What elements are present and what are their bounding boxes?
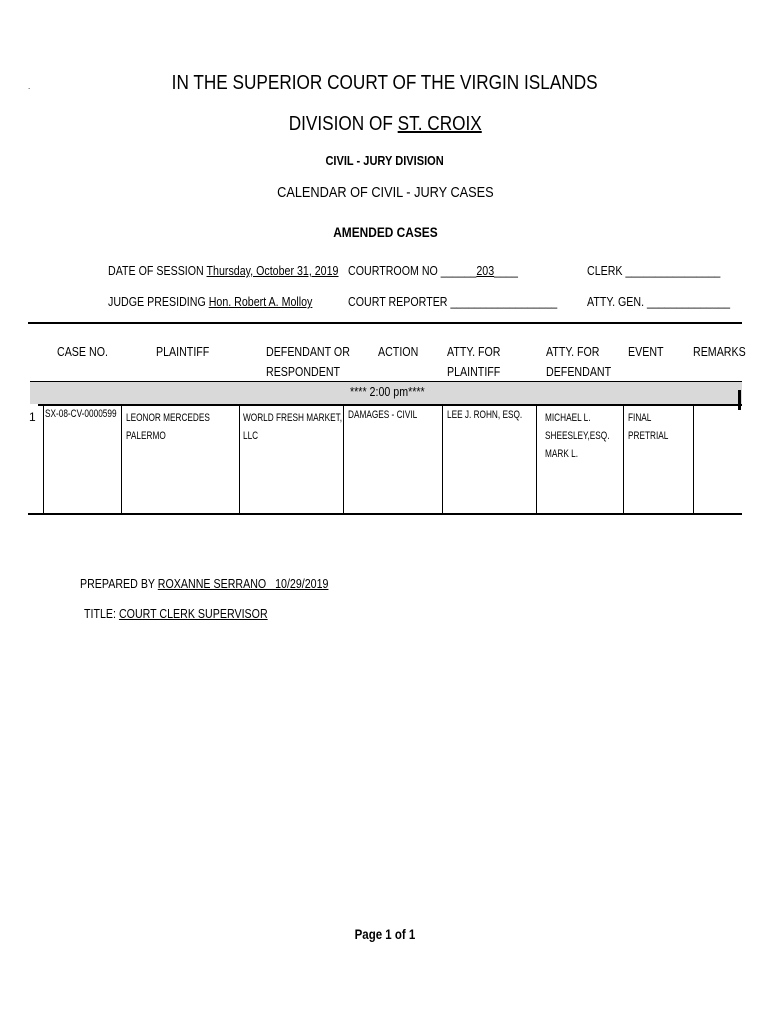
cell-atty-plaintiff: LEE J. ROHN, ESQ. <box>447 409 523 421</box>
col-plaintiff: PLAINTIFF <box>156 344 210 359</box>
cell-case-no: SX-08-CV-0000599 <box>45 408 117 420</box>
time-slot-label: **** 2:00 pm**** <box>350 384 425 399</box>
col-divider-0 <box>43 404 44 514</box>
calendar-title <box>0 184 770 201</box>
col-defendant-1: DEFENDANT OR <box>266 344 350 359</box>
cell-event-1: FINAL <box>628 412 652 424</box>
col-divider-4 <box>442 404 443 514</box>
division-name: ST. CROIX <box>397 113 482 135</box>
division-prefix: DIVISION OF <box>288 113 398 135</box>
cell-plaintiff-1: LEONOR MERCEDES <box>126 412 210 424</box>
clerk <box>587 263 720 278</box>
courtroom-label: COURTROOM NO ______ <box>348 263 477 278</box>
col-atty-plaintiff-1: ATTY. FOR <box>447 344 501 359</box>
courtroom-value: 203 <box>476 263 495 278</box>
court-reporter <box>348 294 557 309</box>
judge-value: Hon. Robert A. Molloy <box>208 294 313 309</box>
sub-division-text: CIVIL - JURY DIVISION <box>325 153 445 168</box>
top-rule <box>28 322 742 324</box>
division-title-wrap <box>288 113 481 136</box>
col-divider-5 <box>536 404 537 514</box>
cell-defendant-1: WORLD FRESH MARKET, <box>243 412 343 424</box>
session-date-label: DATE OF SESSION <box>108 263 207 278</box>
court-title <box>0 72 770 95</box>
col-defendant-2: RESPONDENT <box>266 364 341 379</box>
court-title-text: IN THE SUPERIOR COURT OF THE VIRGIN ISLANDS <box>172 72 598 94</box>
calendar-title-text: CALENDAR OF CIVIL - JURY CASES <box>276 184 494 201</box>
col-atty-plaintiff-2: PLAINTIFF <box>447 364 501 379</box>
judge-presiding <box>108 294 312 309</box>
row-top-rule <box>38 404 742 406</box>
col-divider-2 <box>239 404 240 514</box>
courtroom-tail: ____ <box>494 263 518 278</box>
cell-action: DAMAGES - CIVIL <box>348 409 418 421</box>
session-date <box>108 263 338 278</box>
cell-atty-defendant-2: SHEESLEY,ESQ. <box>545 430 610 442</box>
sub-division <box>0 153 770 168</box>
prepared-title <box>84 606 268 621</box>
prepared-by <box>80 576 328 591</box>
amended-text: AMENDED CASES <box>332 224 438 240</box>
cell-atty-defendant-1: MICHAEL L. <box>545 412 591 424</box>
time-slot-right-edge <box>738 390 741 410</box>
row-bottom-rule <box>28 513 742 515</box>
title-label: TITLE: <box>84 606 119 621</box>
row-number: 1 <box>29 410 36 424</box>
col-event: EVENT <box>628 344 664 359</box>
clerk-label: CLERK ________________ <box>587 263 721 278</box>
col-divider-6 <box>623 404 624 514</box>
col-atty-defendant-2: DEFENDANT <box>546 364 612 379</box>
prepared-label: PREPARED BY <box>80 576 158 591</box>
col-case-no: CASE NO. <box>57 344 108 359</box>
col-atty-defendant-1: ATTY. FOR <box>546 344 600 359</box>
cell-event-2: PRETRIAL <box>628 430 669 442</box>
reporter-label: COURT REPORTER __________________ <box>348 294 558 309</box>
courtroom <box>348 263 518 278</box>
prepared-value: ROXANNE SERRANO 10/29/2019 <box>157 576 329 591</box>
col-remarks: REMARKS <box>693 344 746 359</box>
col-divider-7 <box>693 404 694 514</box>
cell-defendant-2: LLC <box>243 430 259 442</box>
amended-heading <box>0 224 770 240</box>
col-action: ACTION <box>378 344 419 359</box>
session-date-value: Thursday, October 31, 2019 <box>206 263 339 278</box>
col-divider-3 <box>343 404 344 514</box>
page-number-text: Page 1 of 1 <box>354 926 416 942</box>
division-title <box>0 113 770 136</box>
atty-gen-label: ATTY. GEN. ______________ <box>587 294 731 309</box>
stray-mark: . <box>28 82 31 91</box>
title-value: COURT CLERK SUPERVISOR <box>118 606 268 621</box>
page-number <box>0 926 770 942</box>
cell-plaintiff-2: PALERMO <box>126 430 166 442</box>
col-divider-1 <box>121 404 122 514</box>
cell-atty-defendant-3: MARK L. <box>545 448 579 460</box>
atty-gen <box>587 294 730 309</box>
judge-label: JUDGE PRESIDING <box>108 294 209 309</box>
